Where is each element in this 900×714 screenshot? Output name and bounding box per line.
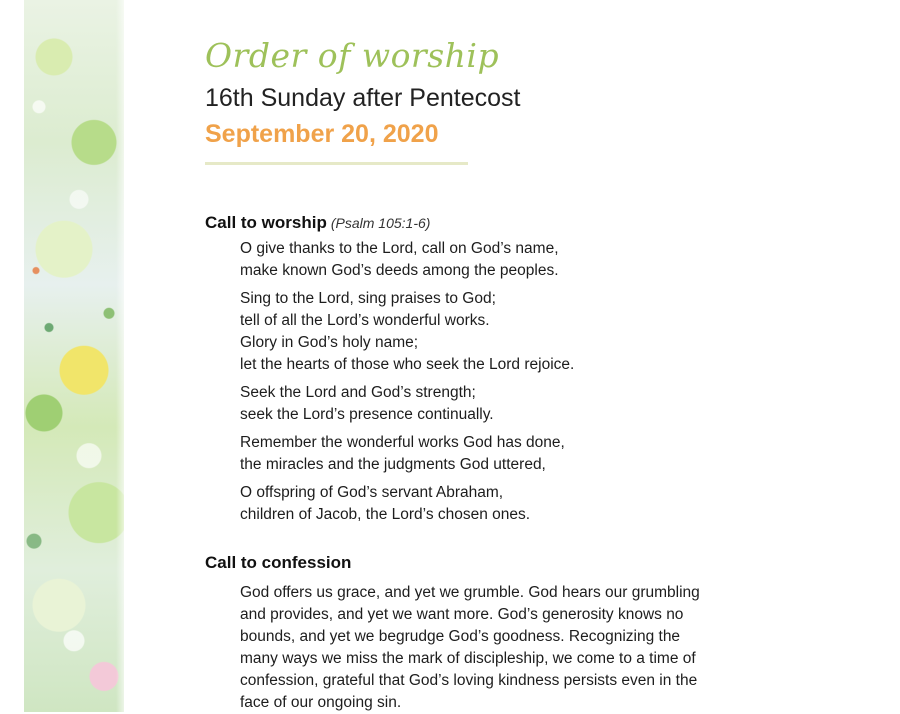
sunday-subtitle: 16th Sunday after Pentecost bbox=[205, 84, 521, 112]
verse-line: tell of all the Lord’s wonderful works. bbox=[240, 312, 490, 329]
verse-line: make known God’s deeds among the peoples. bbox=[240, 262, 559, 279]
verse-line: Sing to the Lord, sing praises to God; bbox=[240, 290, 496, 307]
section-heading bbox=[205, 212, 745, 234]
confession-paragraph: God offers us grace, and yet we grumble. God hears our grumbling and provides, and yet we want more. God’s generosity knows no bounds, and yet we begrudge God’s goodness. Recognizing the many ways we miss the mark of discipleship, we come to a time of confession, grateful that God’s loving kindness persists even in the face of our ongoing sin. bbox=[240, 584, 700, 711]
call-to-confession-heading: Call to confession bbox=[205, 553, 352, 572]
stanza bbox=[240, 382, 745, 426]
header-divider bbox=[205, 162, 468, 165]
verse-line: Remember the wonderful works God has done, bbox=[240, 434, 565, 451]
stanza bbox=[240, 432, 745, 476]
call-to-worship-heading: Call to worship bbox=[205, 213, 327, 232]
verse-line: seek the Lord’s presence continually. bbox=[240, 406, 494, 423]
verse-line: O offspring of God’s servant Abraham, bbox=[240, 484, 504, 501]
document-title: Order of worship bbox=[205, 36, 500, 75]
verse-line: children of Jacob, the Lord’s chosen ones. bbox=[240, 506, 531, 523]
verse-line: O give thanks to the Lord, call on God’s name, bbox=[240, 240, 559, 257]
stanza bbox=[240, 482, 745, 526]
worship-document bbox=[205, 36, 745, 714]
stanza bbox=[240, 288, 745, 376]
call-to-worship-section bbox=[205, 212, 745, 526]
verse-line: the miracles and the judgments God uttered, bbox=[240, 456, 546, 473]
scripture-reference: (Psalm 105:1-6) bbox=[330, 215, 431, 231]
call-to-confession-section bbox=[205, 552, 745, 714]
service-date: September 20, 2020 bbox=[205, 120, 439, 148]
verse-line: let the hearts of those who seek the Lord rejoice. bbox=[240, 356, 575, 373]
verse-line: Glory in God’s holy name; bbox=[240, 334, 419, 351]
verse-line: Seek the Lord and God’s strength; bbox=[240, 384, 476, 401]
decorative-artwork-strip bbox=[24, 0, 124, 712]
call-to-worship-body bbox=[240, 238, 745, 526]
stanza bbox=[240, 238, 745, 282]
